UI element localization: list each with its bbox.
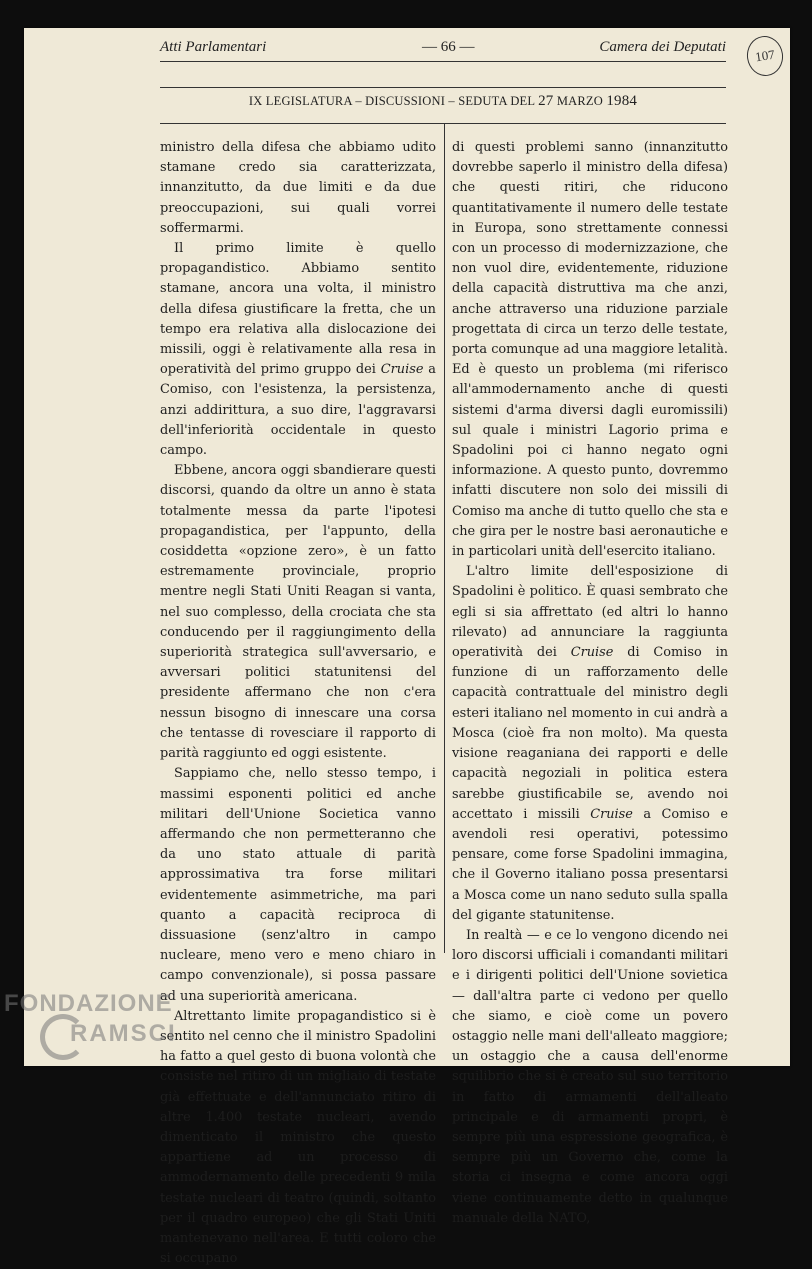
column-top-rule — [160, 123, 726, 124]
paragraph: Altrettanto limite propagandistico si è sentito nel cenno che il ministro Spadolini ha fatto a quel gesto di buona volontà che consiste nel ritiro di un migliaio di testate già effettuate e dell'annunciato ritiro di altre 1.400 testate nucleari, avendo dimenticato il ministro che questo appartiene ad un processo di ammodernamento delle precedenti 9 mila testate nucleari di teatro (quindi, soltanto per il quadro europeo) che gli Stati Uniti mantenevano nell'area. E tutti coloro che si occupano — [160, 1008, 436, 1267]
watermark-line1: FONDAZIONE — [4, 990, 173, 1017]
session-prefix: IX LEGISLATURA – DISCUSSIONI – SEDUTA DEL — [248, 94, 535, 108]
session-subheader — [160, 93, 726, 110]
header-right-title: Camera dei Deputati — [599, 39, 726, 55]
paragraph: di questi problemi sanno (innanzitutto dovrebbe saperlo il ministro della difesa) che questi ritiri, che riducono quantitativamente il numero delle testate in Europa, sono strettamente connessi con un processo di modernizzazione, che non vuol dire, evidentemente, riduzione della capacità distruttiva ma che anzi, anche attraverso una riduzione parziale progettata di circa un terzo delle testate, porta comunque ad una maggiore letalità. Ed è questo un problema (mi riferisco all'ammodernamento anche di questi sistemi d'arma diversi dagli euromissili) sul quale i ministri Lagorio prima e Spadolini poi ci hanno negato ogni informazione. A questo punto, dovremmo infatti discutere non solo dei missili di Comiso ma anche di tutto quello che sta e che gira per le nostre basi aeronautiche e in particolari unità dell'esercito italiano. — [452, 140, 728, 560]
page-number: — 66 — — [422, 39, 475, 55]
watermark-logo — [0, 990, 240, 1070]
paragraph: In realtà — e ce lo vengono dicendo nei loro discorsi ufficiali i comandanti militari e i dirigenti politici dell'Unione sovietica — dall'altra parte ci vedono per quello che siamo, e cioè come un povero ostaggio nelle mani dell'alleato maggiore; un ostaggio che a causa dell'enorme squilibrio che si è creato sul suo territorio in fatto di armamenti dell'alleato principale e di armamenti propri, è sempre più una espressione geografica, è sempre più un Governo che, come la storia ci insegna e come ancora oggi viene continuamente detto in qualunque manuale della NATO, — [452, 927, 728, 1226]
header-rule-bottom — [160, 87, 726, 88]
stamp-number: 107 — [754, 46, 776, 65]
column-divider — [444, 123, 445, 953]
session-day: 27 — [538, 93, 554, 109]
paragraph: Ebbene, ancora oggi sbandierare questi discorsi, quando da oltre un anno è stata totalmente messa da parte l'ipotesi propagandistica, per l'appunto, della cosiddetta «opzione zero», è un fatto estremamente provinciale, proprio mentre negli Stati Uniti Reagan si vanta, nel suo complesso, della crociata che sta conducendo per il raggiungimento della superiorità strategica sull'avversario, e avversari politici statunitensi del presidente affermano che non c'era nessun bisogno di innescare una corsa che tentasse di rovesciare il rapporto di parità raggiunto ed oggi esistente. — [160, 463, 436, 762]
paragraph: L'altro limite dell'esposizione di Spadolini è politico. È quasi sembrato che egli si sia affrettato (ed altri lo hanno rilevato) ad annunciare la raggiunta operatività dei Cruise di Comiso in funzione di un rafforzamento delle capacità contrattuale del ministro degli esteri italiano nel momento in cui andrà a Mosca (cioè fra non molto). Ma questa visione reaganiana dei rapporti e delle capacità negoziali in politica estera sarebbe giustificabile se, avendo noi accettato i missili Cruise a Comiso e avendoli resi operativi, potessimo pensare, come forse Spadolini immagina, che il Governo italiano possa presentarsi a Mosca come un nano seduto sulla spalla del gigante statunitense. — [452, 564, 728, 923]
paragraph: Sappiamo che, nello stesso tempo, i massimi esponenti politici ed anche militari dell'Unione Societica vanno affermando che non permetteranno che da uno stato attuale di parità approssimativa tra forse militari evidentemente asimmetriche, ma pari quanto a capacità reciproca di dissuasione (senz'altro in campo nucleare, meno vero e meno chiaro in campo convenzionale), si possa passare ad una superiorità americana. — [160, 766, 436, 1004]
right-text-column — [452, 138, 728, 1229]
left-text-column — [160, 138, 436, 1269]
session-year: 1984 — [606, 93, 638, 109]
session-month: MARZO — [556, 94, 603, 108]
header-left-title: Atti Parlamentari — [160, 39, 267, 55]
header-rule-top — [160, 61, 726, 62]
watermark-line2: RAMSCI — [70, 1020, 177, 1047]
page-header — [160, 34, 726, 60]
paragraph: Il primo limite è quello propagandistico. Abbiamo sentito stamane, ancora una volta, il ministro della difesa giustificare la fretta, che un tempo era relativa alla dislocazione dei missili, oggi è relativamente alla resa in operatività del primo gruppo dei Cruise a Comiso, con l'esistenza, la persistenza, anzi addirittura, a suo dire, l'aggravarsi dell'inferiorità occidentale in questo campo. — [160, 241, 436, 459]
paragraph: ministro della difesa che abbiamo udito stamane credo sia caratterizzata, innanzitutto, da due limiti e da due preoccupazioni, sui quali vorrei soffermarmi. — [160, 140, 436, 236]
